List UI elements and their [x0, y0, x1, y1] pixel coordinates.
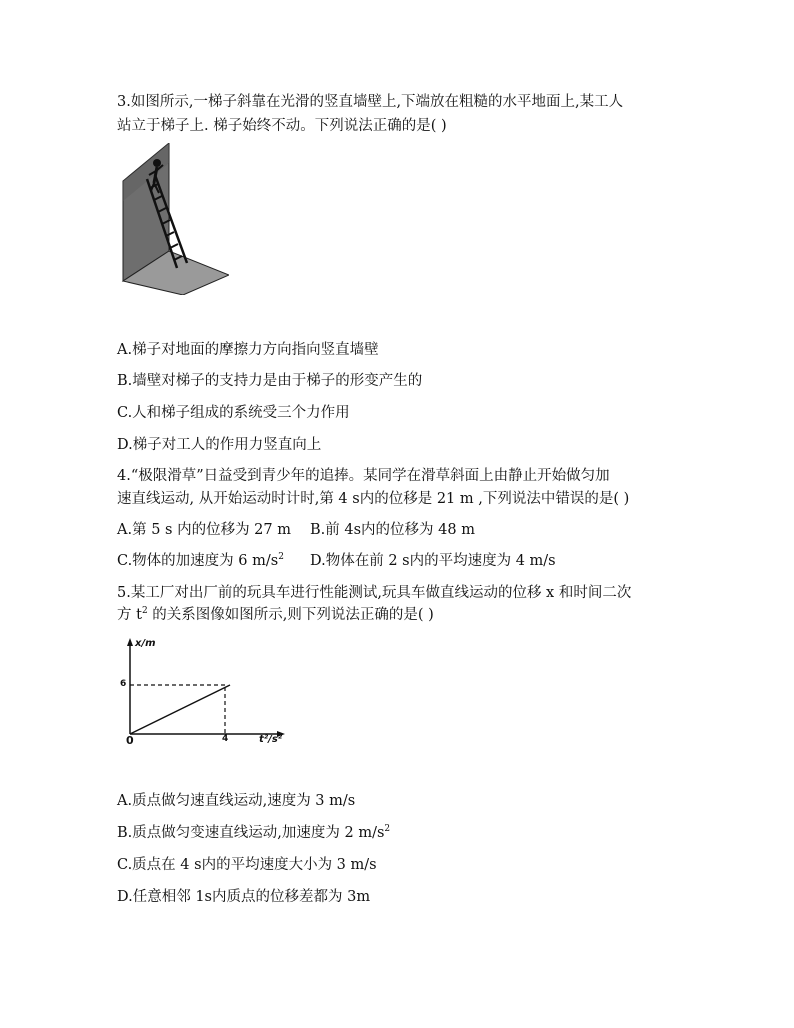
- q3-option-c: C.人和梯子组成的系统受三个力作用: [117, 405, 350, 421]
- graph-y-axis-label: x/m: [135, 638, 156, 649]
- graph-origin-label: 0: [126, 734, 134, 747]
- graph-x-axis-label: t²/s²: [259, 734, 283, 745]
- q5-stem-line1: 5.某工厂对出厂前的玩具车进行性能测试,玩具车做直线运动的位移 x 和时间二次: [117, 585, 632, 601]
- ladder-wall-figure: [117, 143, 229, 295]
- q5-option-b-text: B.质点做匀变速直线运动,加速度为 2 m/s: [117, 825, 385, 841]
- q5-option-d: D.任意相邻 1s内质点的位移差都为 3m: [117, 889, 371, 905]
- q4-stem-line1: 4.“极限滑草”日益受到青少年的追捧。某同学在滑草斜面上由静止开始做匀加: [117, 468, 610, 484]
- q4-option-b: B.前 4s内的位移为 48 m: [310, 522, 475, 538]
- q3-option-a: A.梯子对地面的摩擦力方向指向竖直墙壁: [117, 342, 379, 358]
- q3-stem-line1: 3.如图所示,一梯子斜靠在光滑的竖直墙壁上,下端放在粗糙的水平地面上,某工人: [117, 94, 624, 110]
- q5-stem-line2-exponent: 2: [141, 606, 148, 617]
- q5-stem-line2-pre: 方 t: [117, 607, 142, 623]
- q3-option-d: D.梯子对工人的作用力竖直向上: [117, 437, 322, 453]
- q3-stem-line2: 站立于梯子上. 梯子始终不动。下列说法正确的是( ): [117, 118, 447, 134]
- q4-stem-line2: 速直线运动, 从开始运动时计时,第 4 s内的位移是 21 m ,下列说法中错误的是( ): [117, 491, 630, 507]
- q4-option-c-exponent: 2: [278, 552, 284, 563]
- q4-option-c-text: C.物体的加速度为 6 m/s: [117, 553, 279, 569]
- graph-y-tick: 6: [120, 679, 127, 689]
- q5-option-a: A.质点做匀速直线运动,速度为 3 m/s: [117, 793, 356, 809]
- q5-stem-line2-post: 的关系图像如图所示,则下列说法正确的是( ): [147, 607, 434, 623]
- q5-option-b-exponent: 2: [384, 824, 391, 835]
- q4-option-a: A.第 5 s 内的位移为 27 m: [117, 522, 291, 538]
- q4-option-d: D.物体在前 2 s内的平均速度为 4 m/s: [310, 553, 556, 569]
- q3-option-b: B.墙壁对梯子的支持力是由于梯子的形变产生的: [117, 373, 423, 389]
- q4-option-c: [117, 551, 284, 571]
- q5-stem-line2: [117, 605, 434, 625]
- q5-option-b: [117, 823, 390, 843]
- q5-option-c: C.质点在 4 s内的平均速度大小为 3 m/s: [117, 857, 377, 873]
- graph-x-tick: 4: [222, 734, 229, 744]
- x-t2-graph: [115, 636, 290, 748]
